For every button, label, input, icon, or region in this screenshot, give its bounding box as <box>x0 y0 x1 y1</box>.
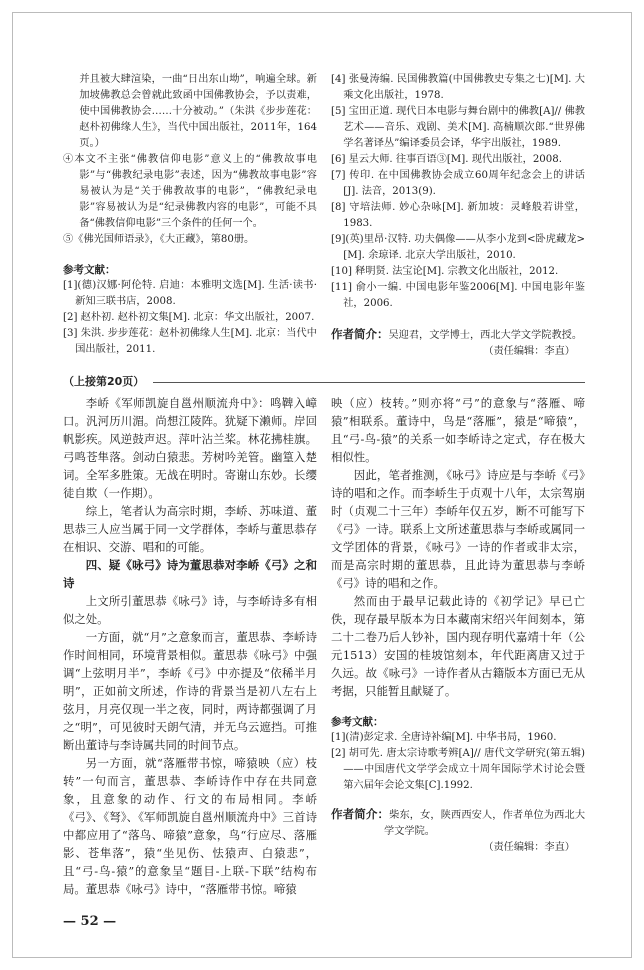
author-bio <box>331 806 585 840</box>
references-heading: 参考文献： <box>63 264 116 276</box>
paragraph: 映（应）枝转。”则亦将“弓”的意象与“落雁、啼猿”相联系。董诗中，鸟是“落雁”，猿是“啼猿”，且“弓-鸟-猿”的关系一如李峤诗之定式，存在极大相似性。 <box>331 396 585 464</box>
reference-item: [6] 星云大师. 往事百语③[M]. 现代出版社，2008. <box>331 154 562 165</box>
reference-item: [2] 胡可先. 唐太宗诗歌考辨[A]// 唐代文学研究(第五辑)——中国唐代文学学会成立十周年国际学术讨论会暨第六届年会论文集[C].1992. <box>331 748 585 791</box>
top-section <box>63 72 585 360</box>
author-bio-label: 作者简介： <box>331 327 389 341</box>
top-right-column <box>331 72 585 360</box>
footnote-5: ⑤《佛光国师语录》，《大正藏》，第80册。 <box>63 234 255 245</box>
reference-item: [8] 守培法师. 妙心杂咏[M]. 新加坡：灵峰般若讲堂，1983. <box>331 202 585 229</box>
paragraph: 综上，笔者认为高宗时期，李峤、苏味道、董思恭三人应当属于同一文学群体，李峤与董思恭存在相识、交游、唱和的可能。 <box>63 504 317 554</box>
continued-from-header <box>63 374 585 390</box>
reference-item: [3] 朱洪. 步步莲花：赵朴初佛缘人生[M]. 北京：当代中国出版社，2011. <box>63 328 317 355</box>
divider-rule <box>153 382 585 383</box>
footnote-4: ④本文不主张“佛教信仰电影”意义上的“佛教故事电影”与“佛教纪录电影”表述，因为“佛教故事电影”容易被认为是“关于佛教故事的电影”，“佛教纪录电影”容易被认为是“纪录佛教内容的电影”，可能不具备“佛教信仰电影”三个条件的任何一个。 <box>63 154 317 229</box>
section-heading: 四、疑《咏弓》诗为董思恭对李峤《弓》之和诗 <box>63 558 317 590</box>
reference-item: [1](德)汉娜·阿伦特. 启迪：本雅明文选[M]. 生活·读书·新知三联书店，2008. <box>63 280 317 307</box>
author-bio-text: 柴东，女，陕西西安人，作者单位为西北大学文学院。 <box>384 810 586 837</box>
paragraph: 另一方面，就“落雁带书惊，啼猿映（应）枝转”一句而言，董思恭、李峤诗作中存在共同意象，且意象的动作、行文的布局相同。李峤《弓》、《弩》、《军师凯旋自邕州顺流舟中》三首诗中都应用了“落鸟、啼猿”意象，鸟“行应尽、落雁影、苍隼落”，猿“坐见伤、怯猿声、白猿悲”，且“弓-鸟-猿”的意象呈“题目-上联-下联”结构布局。董思恭《咏弓》诗中，“落雁带书惊。啼猿 <box>63 756 317 896</box>
page-number: — 52 — <box>63 914 117 929</box>
reference-item: [5] 宝田正道. 现代日本电影与舞台剧中的佛教[A]// 佛教艺术——音乐、戏剧、美术[M]. 高楠顺次郎.“世界佛学名著译丛”编译委员会译，华宇出版社，1989. <box>331 106 585 149</box>
reference-item: [1](清)彭定求. 全唐诗补编[M]. 中华书局，1960. <box>331 732 557 743</box>
continued-label: （上接第20页） <box>63 375 145 388</box>
paragraph: 然而由于最早记载此诗的《初学记》早已亡佚，现存最早版本为日本藏南宋绍兴年间刻本，第二十二卷乃后人钞补，国内现存明代嘉靖十年（公元1513）安国的桂坡馆刻本，年代距离唐又过于久远。故《咏弓》一诗作者从古籍版本方面已无从考据，只能暂且献疑了。 <box>331 594 585 698</box>
references-heading: 参考文献： <box>331 716 384 728</box>
bottom-right-column <box>331 394 585 856</box>
reference-item: [10] 释明贤. 法宝论[M]. 宗教文化出版社，2012. <box>331 266 559 277</box>
reference-item: [9](英)里昂·汉特. 功夫偶像——从李小龙到<卧虎藏龙>[M]. 余琼译. 北京大学出版社，2010. <box>331 234 585 261</box>
editor-note: （责任编辑：李直） <box>483 346 575 357</box>
reference-item: [7] 传印. 在中国佛教协会成立60周年纪念会上的讲话[J]. 法音，2013(9). <box>331 170 585 197</box>
author-bio-label: 作者简介： <box>331 807 390 821</box>
bottom-section <box>63 394 585 898</box>
bottom-left-column <box>63 394 317 898</box>
paragraph: 上文所引董思恭《咏弓》诗，与李峤诗多有相似之处。 <box>63 594 317 626</box>
editor-note: （责任编辑：李直） <box>483 842 575 853</box>
footnote-continued: 并且被大肆渲染，一曲“日出东山坳”，响遍全球。新加坡佛教总会曾就此致函中国佛教协会，予以责难，使中国佛教协会……十分被动。”（朱洪《步步莲花：赵朴初佛缘人生》，当代中国出版社，2011年，164页。） <box>79 74 317 149</box>
paragraph: 一方面，就“月”之意象而言，董思恭、李峤诗作时间相同，环境背景相似。董思恭《咏弓》中强调“上弦明月半”，李峤《弓》中亦提及“依稀半月明”，正如前文所述，作诗的背景当是初八左右上弦月，月亮仅现一半之夜，同时，两诗都强调了月之“明”，可见彼时天朗气清，并无乌云遮挡。可推断出董诗与李诗属共同的时间节点。 <box>63 630 317 752</box>
reference-item: [4] 张曼涛编. 民国佛教篇(中国佛教史专集之七)[M]. 大乘文化出版社，1978. <box>331 74 585 101</box>
paragraph: 因此，笔者推测，《咏弓》诗应是与李峤《弓》诗的唱和之作。而李峤生于贞观十八年，太宗驾崩时（贞观二十三年）李峤年仅五岁，断不可能写下《弓》一诗。联系上文所述董思恭与李峤或属同一文学团体的背景，《咏弓》一诗的作者或非太宗，而是高宗时期的董思恭，且此诗为董思恭与李峤《弓》诗的唱和之作。 <box>331 468 585 590</box>
top-left-column <box>63 72 317 358</box>
author-bio-text: 吴迎君，文学博士，西北大学文学院教授。 <box>388 330 583 341</box>
reference-item: [11] 俞小一编. 中国电影年鉴2006[M]. 中国电影年鉴社，2006. <box>331 282 585 309</box>
references <box>331 714 585 856</box>
paragraph: 李峤《军师凯旋自邕州顺流舟中》：鸣鞞入嶂口。汎河历川湄。尚想江陵阵。犹疑下濑师。岸回帆影疾。风逆鼓声迟。萍叶沾兰桨。林花拂桂旗。弓鸣苍隼落。剑动白猿悲。芳树吟羌管。幽篁入楚词。全军多胜策。无战在明时。寄谢山东妙。长缨徒自欺（一作期）。 <box>63 396 317 500</box>
reference-item: [2] 赵朴初. 赵朴初文集[M]. 北京：华文出版社，2007. <box>63 312 315 323</box>
author-bio <box>331 326 585 344</box>
